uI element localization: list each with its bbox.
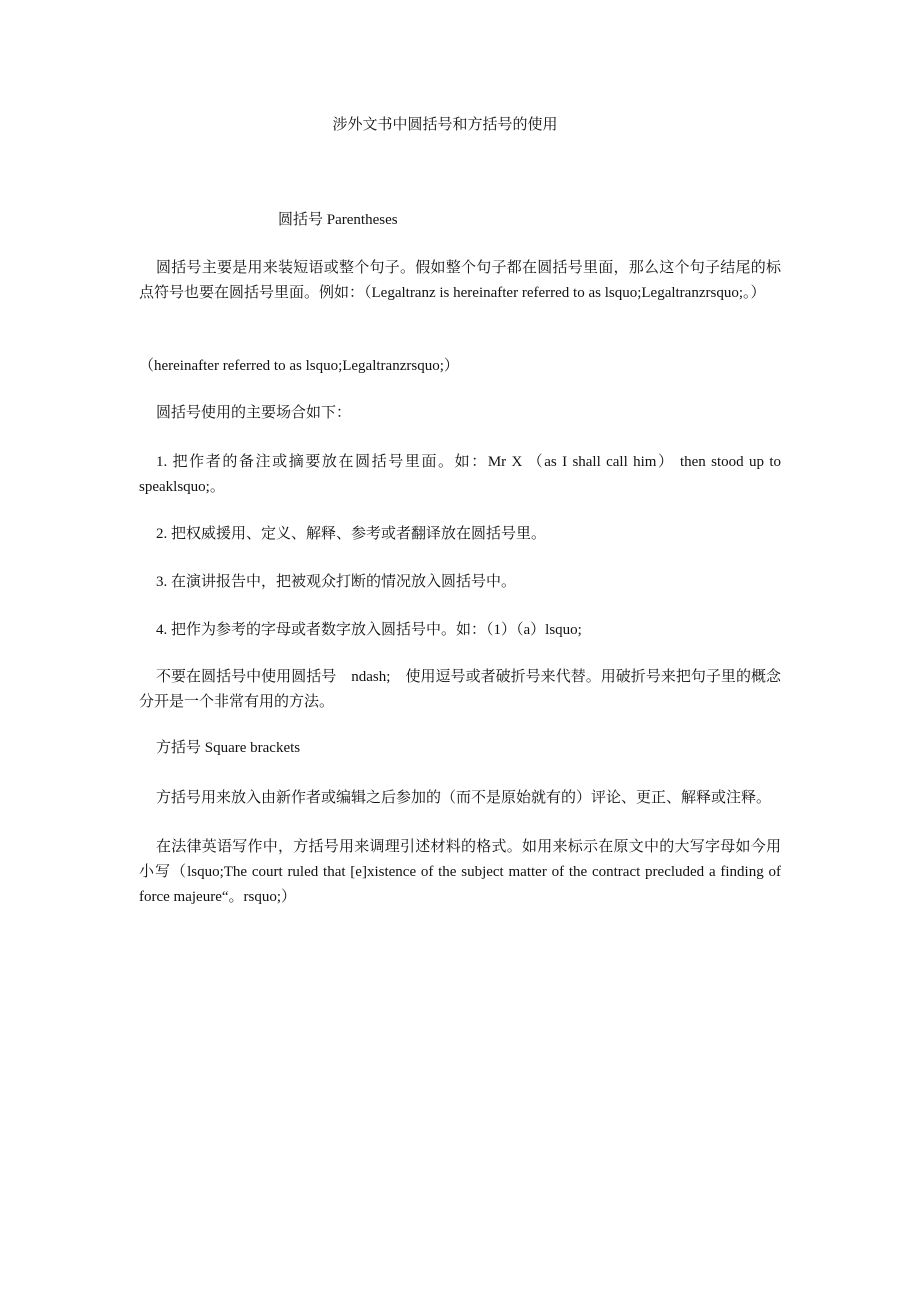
paragraph: 不要在圆括号中使用圆括号 ndash; 使用逗号或者破折号来代替。用破折号来把句子里的概念分开是一个非常有用的方法。 bbox=[139, 669, 781, 710]
list-item: 4. 把作为参考的字母或者数字放入圆括号中。如：（1）（a）lsquo; bbox=[156, 622, 582, 638]
list-item: 3. 在演讲报告中，把被观众打断的情况放入圆括号中。 bbox=[156, 574, 517, 590]
paragraph: 在法律英语写作中，方括号用来调理引述材料的格式。如用来标示在原文中的大写字母如今用小写（lsquo;The court ruled that [e]xistence of the subject matter of the contract precluded a finding of force majeure“。rsquo;） bbox=[139, 839, 781, 905]
paragraph: 圆括号使用的主要场合如下： bbox=[156, 405, 352, 421]
section-heading-square-brackets: 方括号 Square brackets bbox=[156, 740, 301, 756]
document-title: 涉外文书中圆括号和方括号的使用 bbox=[332, 117, 558, 133]
list-item: 1. 把作者的备注或摘要放在圆括号里面。如：Mr X （as I shall call him） then stood up to speaklsquo;。 bbox=[139, 454, 781, 495]
paragraph: （hereinafter referred to as lsquo;Legaltranzrsquo;） bbox=[139, 358, 459, 374]
section-heading-parentheses: 圆括号 Parentheses bbox=[278, 212, 398, 228]
paragraph: 方括号用来放入由新作者或编辑之后参加的（而不是原始就有的）评论、更正、解释或注释。 bbox=[156, 790, 772, 806]
paragraph: 圆括号主要是用来装短语或整个句子。假如整个句子都在圆括号里面，那么这个句子结尾的标点符号也要在圆括号里面。例如：（Legaltranz is hereinafter referred to as lsquo;Legaltranzrsquo;。） bbox=[139, 260, 781, 301]
list-item: 2. 把权威援用、定义、解释、参考或者翻译放在圆括号里。 bbox=[156, 526, 547, 542]
